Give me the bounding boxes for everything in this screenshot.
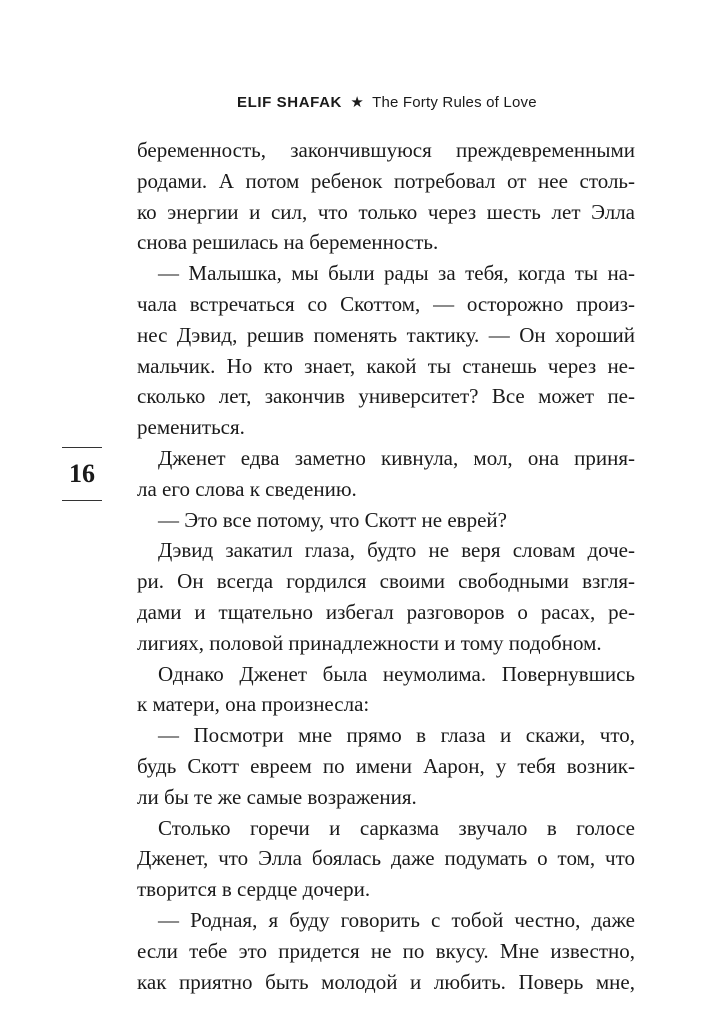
text-line: как приятно быть молодой и любить. Поверь мне, bbox=[137, 969, 635, 994]
text-line: Дэвид закатил глаза, будто не веря словам доче- bbox=[158, 538, 635, 563]
page-number-block bbox=[62, 447, 102, 501]
text-line: лигиях, половой принадлежности и тому подобном. bbox=[137, 630, 602, 655]
header-author: ELIF SHAFAK bbox=[237, 94, 342, 111]
running-head bbox=[237, 93, 577, 111]
text-line: ли бы те же самые возражения. bbox=[137, 784, 417, 809]
text-line: ла его слова к сведению. bbox=[137, 476, 357, 501]
text-line: творится в сердце дочери. bbox=[137, 877, 371, 902]
star-separator-icon: ★ bbox=[350, 94, 364, 111]
text-line: будь Скотт евреем по имени Аарон, у тебя возник- bbox=[137, 753, 635, 778]
text-line: — Родная, я буду говорить с тобой честно, даже bbox=[158, 907, 635, 932]
header-book-title: The Forty Rules of Love bbox=[372, 94, 537, 111]
text-line: дами и тщательно избегал разговоров о расах, ре- bbox=[137, 599, 635, 624]
text-line: к матери, она произнесла: bbox=[137, 692, 370, 717]
text-line: Дженет едва заметно кивнула, мол, она приня- bbox=[158, 445, 635, 470]
text-line: Столько горечи и сарказма звучало в голосе bbox=[158, 815, 635, 840]
text-line: беременность, закончившуюся преждевременными bbox=[137, 138, 635, 162]
text-line: снова решилась на беременность. bbox=[137, 230, 439, 255]
text-line: если тебе это придется не по вкусу. Мне известно, bbox=[137, 938, 635, 963]
text-line: Однако Дженет была неумолима. Повернувшись bbox=[158, 661, 635, 686]
text-line: чала встречаться со Скоттом, — осторожно произ- bbox=[137, 291, 635, 316]
text-line: ко энергии и сил, что только через шесть лет Элла bbox=[137, 199, 635, 224]
text-line: родами. А потом ребенок потребовал от нее столь- bbox=[137, 168, 635, 193]
text-line: — Малышка, мы были рады за тебя, когда ты на- bbox=[158, 261, 635, 286]
text-line: — Посмотри мне прямо в глаза и скажи, что, bbox=[158, 723, 635, 748]
body-text bbox=[137, 135, 635, 997]
text-line: нес Дэвид, решив поменять тактику. — Он хороший bbox=[137, 322, 635, 347]
text-line: мальчик. Но кто знает, какой ты станешь через не- bbox=[137, 353, 635, 378]
text-line: Дженет, что Элла боялась даже подумать о том, что bbox=[137, 846, 635, 871]
text-line: ремениться. bbox=[137, 415, 245, 440]
text-line: ри. Он всегда гордился своими свободными взгля- bbox=[137, 569, 635, 594]
text-line: — Это все потому, что Скотт не еврей? bbox=[158, 507, 507, 532]
page-number-bottom-rule bbox=[62, 500, 102, 501]
text-line: сколько лет, закончив университет? Все может пе- bbox=[137, 384, 635, 409]
page-number: 16 bbox=[69, 459, 95, 488]
